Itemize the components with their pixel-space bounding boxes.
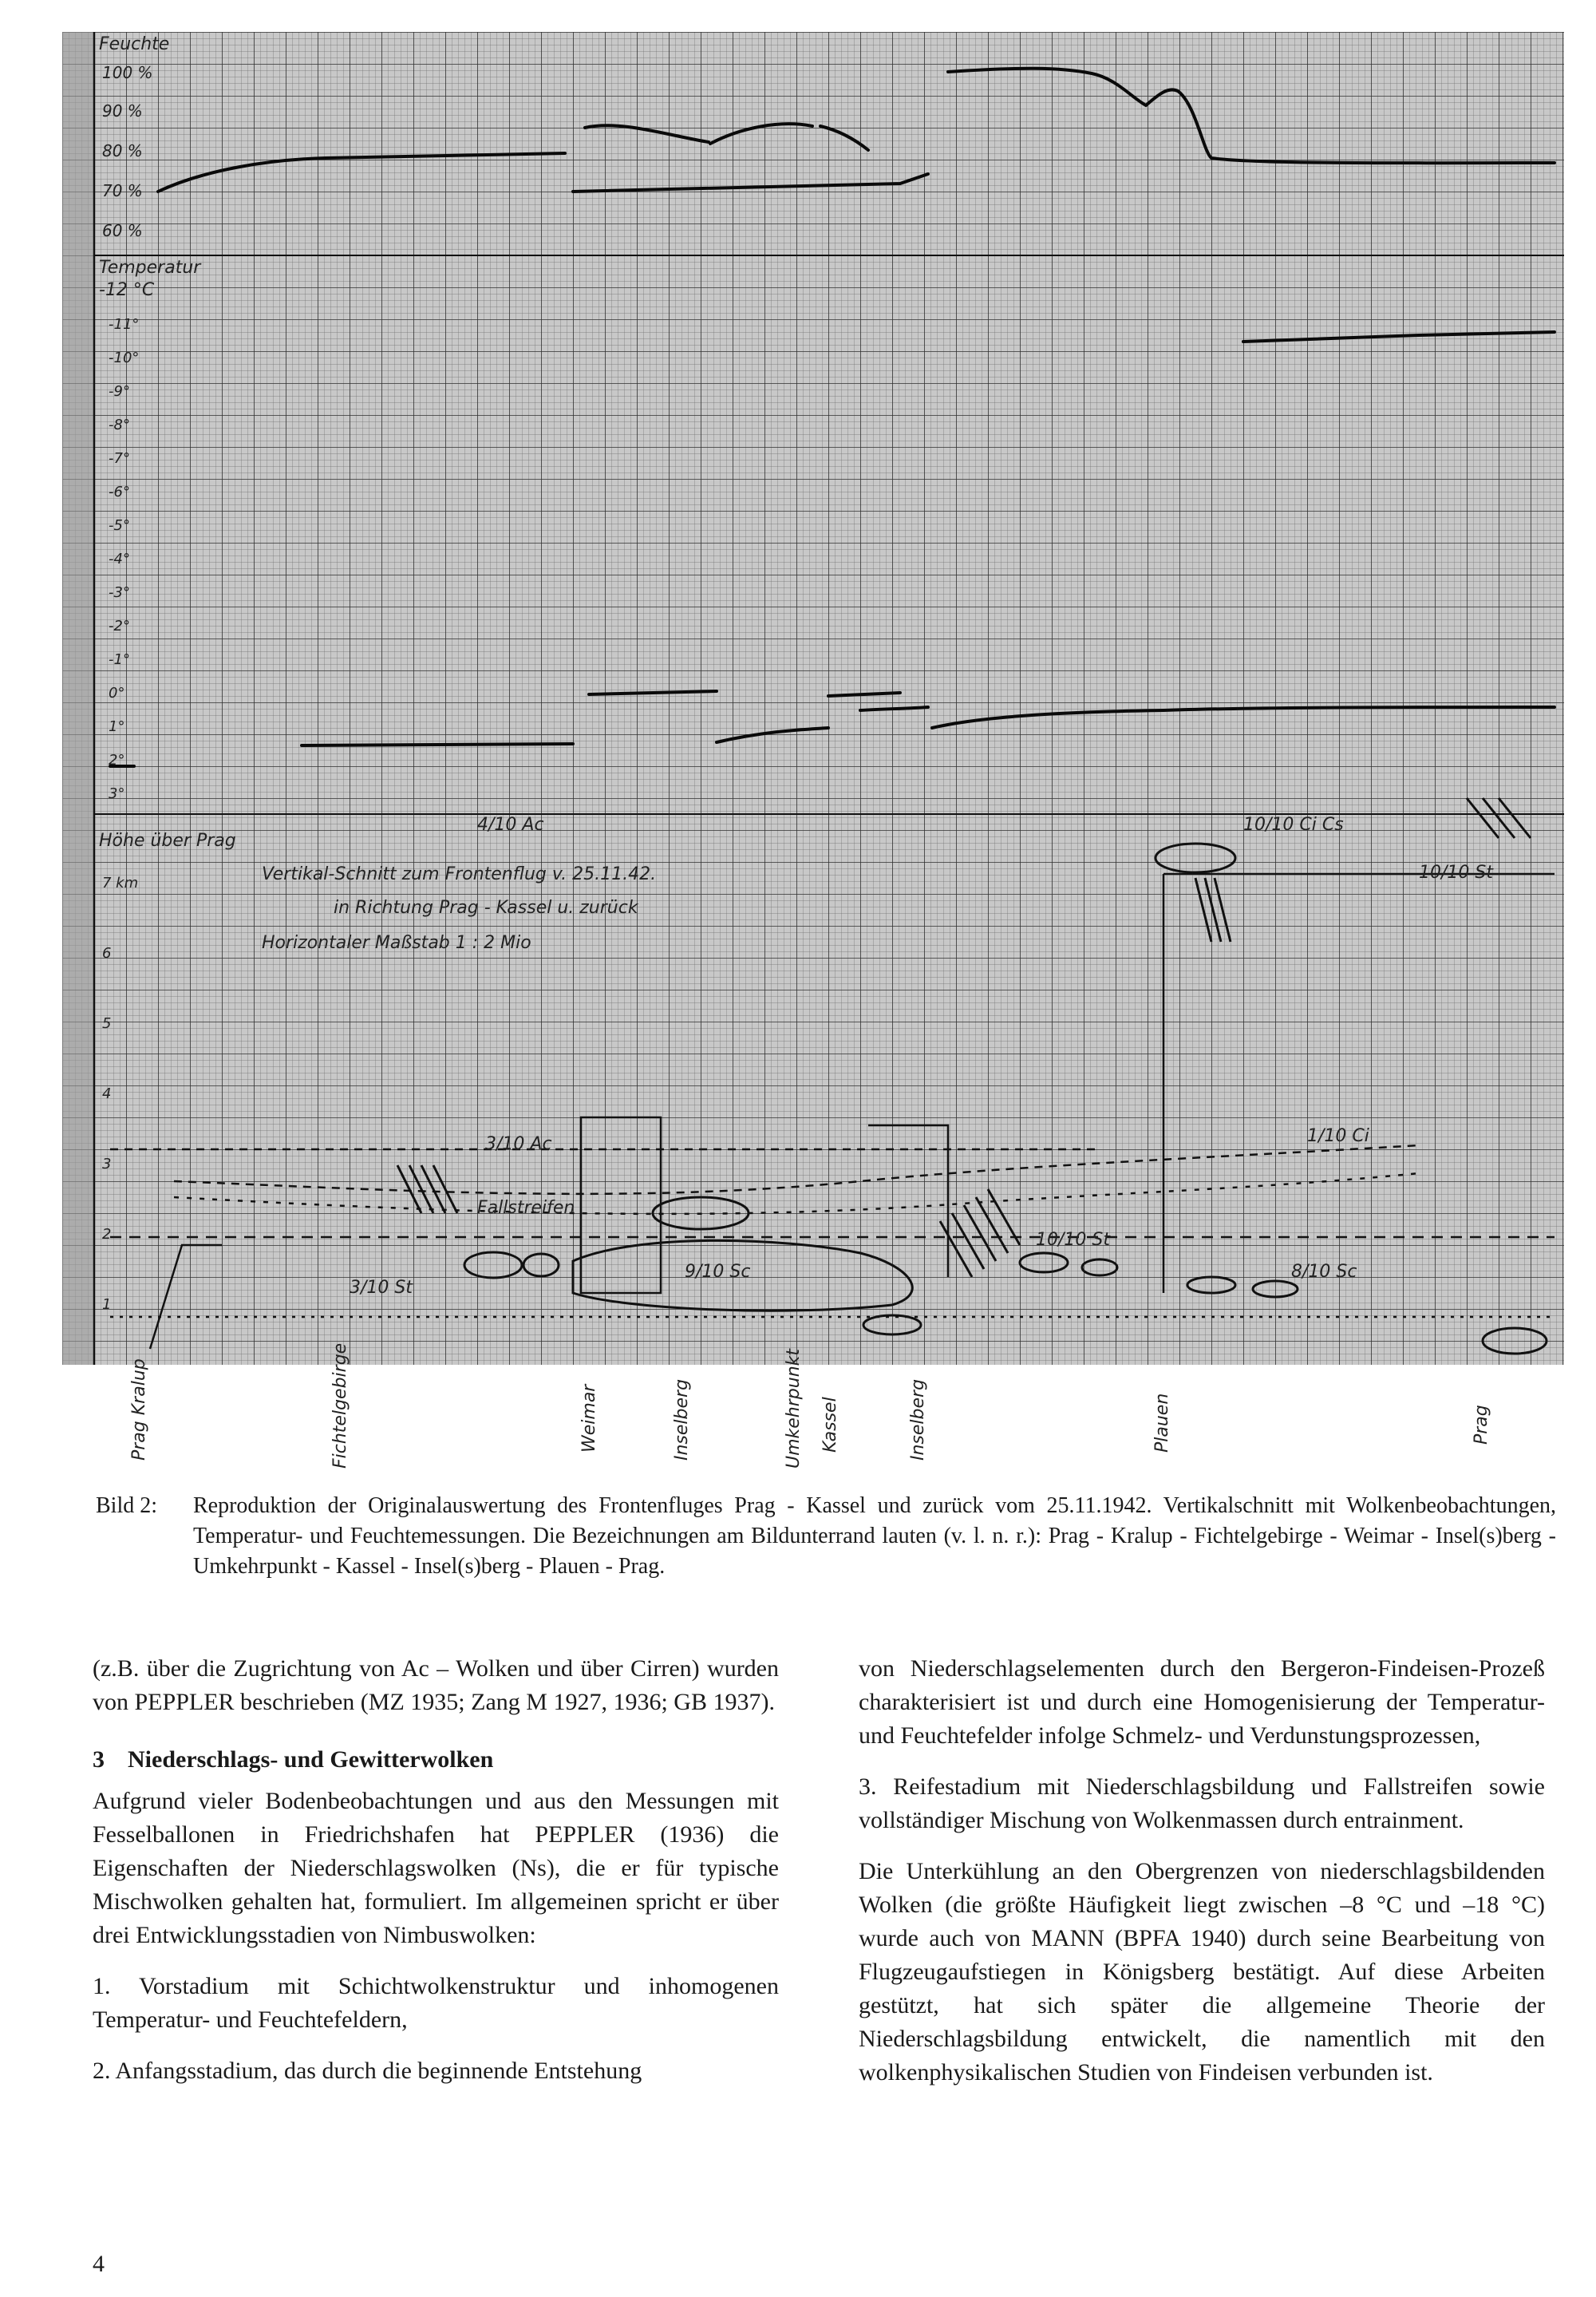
paragraph: von Niederschlagselementen durch den Bergeron-Findeisen-Prozeß charakterisiert ist und durch eine Homogenisierung der Temperatur- und Feuchtefelder infolge Schmelz- und Verdunstungsprozessen, [859,1655,1545,1749]
temperature-tick: -4° [109,551,130,567]
temperature-tick: -3° [109,584,130,601]
location-label: Inselberg [908,1378,928,1461]
humidity-tick: 100 % [102,63,153,82]
section-title: Niederschlags- und Gewitterwolken [128,1746,494,1773]
height-axis-header: Höhe über Prag [99,831,236,851]
height-tick: 5 [102,1015,112,1032]
figure-vertical-section [62,32,1564,1469]
left-column [93,1652,779,2105]
temperature-tick: -7° [109,450,130,467]
temperature-axis-header: Temperatur [99,258,201,278]
cloud-label: 3/10 Ac [485,1134,552,1154]
temperature-tick: -5° [109,517,130,534]
list-item: 2. Anfangsstadium, das durch die beginnende Entstehung [93,2058,642,2084]
height-tick: 1 [102,1296,112,1313]
humidity-tick: 70 % [102,181,143,200]
temperature-tick: 3° [109,785,125,802]
cloud-label: 8/10 Sc [1291,1262,1357,1282]
section-number: 3 [93,1746,105,1773]
temperature-tick: 0° [109,685,125,702]
list-item: 3. Reifestadium mit Niederschlagsbildung und Fallstreifen sowie vollständiger Mischung von Wolkenmassen durch entrainment. [859,1773,1545,1833]
temperature-tick: -2° [109,618,130,635]
temperature-tick: 2° [109,752,125,769]
height-tick: 6 [102,945,112,962]
cloud-label: Fallstreifen [477,1198,575,1218]
height-tick: 7 km [102,875,139,892]
location-label: Inselberg [672,1378,692,1461]
paragraph: (z.B. über die Zugrichtung von Ac – Wolken und über Cirren) wurden von PEPPLER beschrieben (MZ 1935; Zang M 1927, 1936; GB 1937). [93,1655,779,1715]
graph-paper-chart [62,32,1564,1365]
annotation-line-1: Vertikal-Schnitt zum Frontenflug v. 25.11.42. [262,864,657,884]
location-label: Prag [1472,1405,1491,1445]
humidity-tick: 80 % [102,141,143,160]
location-label: Umkehrpunkt [784,1348,804,1469]
cloud-label: 10/10 Ci Cs [1243,815,1344,835]
temperature-tick: -1° [109,651,130,668]
temperature-tick: -11° [109,316,140,333]
height-tick: 4 [102,1085,112,1102]
cloud-label: 3/10 St [350,1278,413,1298]
list-item: 1. Vorstadium mit Schichtwolkenstruktur und inhomogenen Temperatur- und Feuchtefeldern, [93,1973,779,2033]
cloud-label: 4/10 Ac [477,815,544,835]
annotation-line-2: in Richtung Prag - Kassel u. zurück [334,898,638,918]
temperature-tick: 1° [109,718,125,735]
cloud-label: 10/10 St [1419,863,1493,883]
temperature-tick: -8° [109,417,130,433]
humidity-tick: 60 % [102,221,143,240]
caption-label: Bild 2: [96,1493,158,1518]
temperature-tick: -6° [109,484,130,500]
figure-caption [96,1491,1556,1582]
paragraph: Die Unterkühlung an den Obergrenzen von niederschlagsbildenden Wolken (die größte Häufigkeit liegt zwischen –8 °C und –18 °C) wurde auch von MANN (BPFA 1940) durch seine Bearbeitung von Flugzeugaufstiegen in Königsberg bestätigt. Auf diese Arbeiten gestützt, hat sich später die allgemeine Theorie der Niederschlagsbildung entwickelt, die namentlich mit den wolkenphysikalischen Studien von Findeisen verbunden ist. [859,1858,1545,2085]
location-label: Fichtelgebirge [330,1342,350,1469]
location-label: Weimar [579,1384,599,1453]
temperature-tick: -10° [109,350,140,366]
cloud-label: 1/10 Ci [1307,1126,1369,1146]
cloud-label: 10/10 St [1036,1230,1110,1250]
height-tick: 2 [102,1226,112,1243]
humidity-tick: 90 % [102,101,143,121]
location-label: Plauen [1152,1393,1172,1453]
height-tick: 3 [102,1156,112,1172]
annotation-line-3: Horizontaler Maßstab 1 : 2 Mio [262,933,531,953]
location-label: Prag Kralup [129,1358,149,1461]
temperature-tick: -9° [109,383,130,400]
cloud-label: 9/10 Sc [685,1262,751,1282]
section-heading [93,1743,779,1777]
location-label: Kassel [820,1397,840,1453]
paragraph: Aufgrund vieler Bodenbeobachtungen und aus den Messungen mit Fesselballonen in Friedrichshafen hat PEPPLER (1936) die Eigenschaften der Niederschlagswolken (Ns), die er für typische Mischwolken gehalten hat, formuliert. Im allgemeinen spricht er über drei Entwicklungsstadien von Nimbuswolken: [93,1788,779,1948]
temperature-unit-label: -12 °C [99,280,155,300]
humidity-axis-header: Feuchte [99,34,170,54]
caption-text: Reproduktion der Originalauswertung des Frontenfluges Prag - Kassel und zurück vom 25.11.1942. Vertikalschnitt mit Wolkenbeobachtungen, Temperatur- und Feuchtemessungen. Die Bezeichnungen am Bildunterrand lauten (v. l. n. r.): Prag - Kralup - Fichtelgebirge - Weimar - Insel(s)berg - Umkehrpunkt - Kassel - Insel(s)berg - Plauen - Prag. [193,1493,1556,1579]
right-column [859,1652,1545,2107]
page-number: 4 [93,2251,105,2277]
